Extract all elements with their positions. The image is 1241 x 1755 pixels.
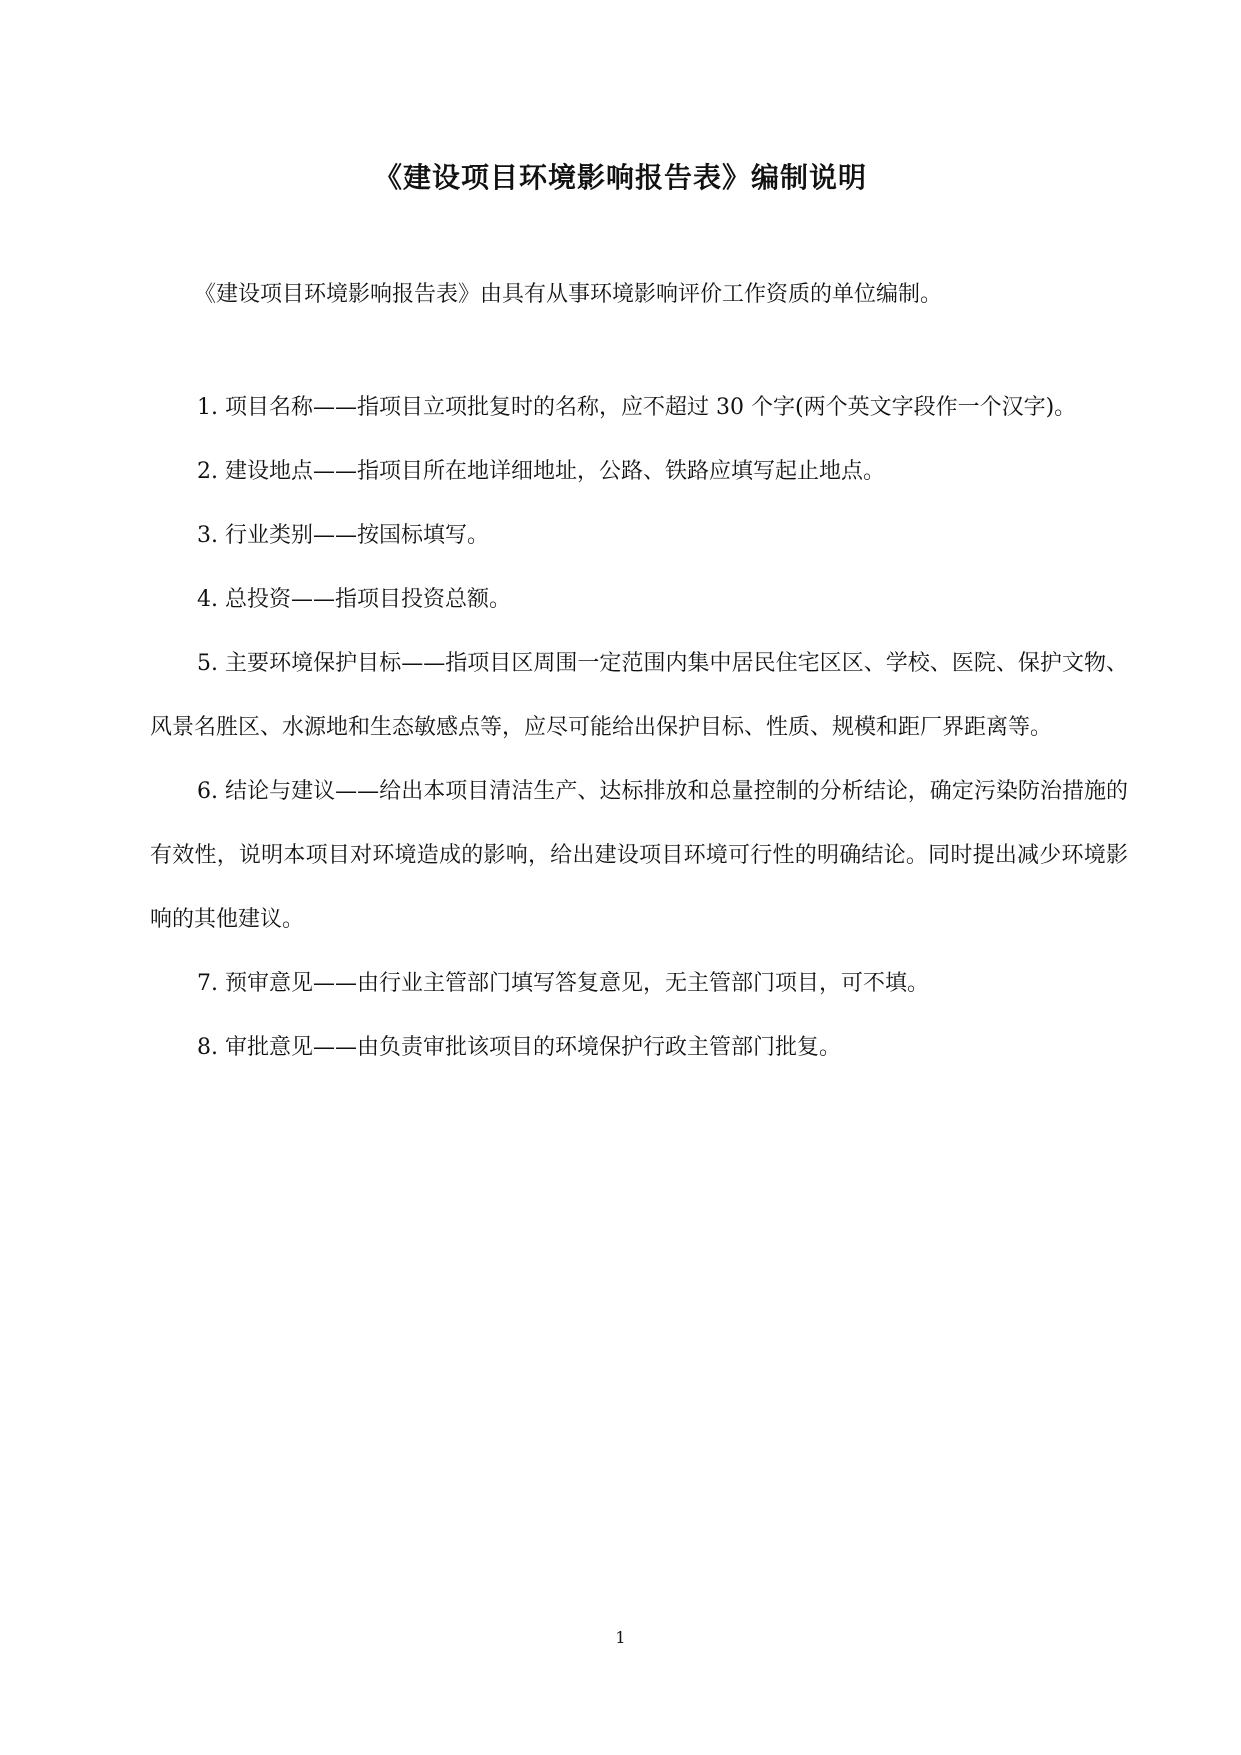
item-text: 审批意见——由负责审批该项目的环境保护行政主管部门批复。 [225,1035,842,1060]
list-item-3 [150,504,1128,568]
page-number: 1 [615,1628,626,1647]
item-text: 建设地点——指项目所在地详细地址，公路、铁路应填写起止地点。 [225,459,886,484]
item-text: 主要环境保护目标——指项目区周围一定范围内集中居民住宅区区、学校、医院、保护文物、风景名胜区、水源地和生态敏感点等，应尽可能给出保护目标、性质、规模和距厂界距离等。 [150,651,1128,740]
list-item-2 [150,440,1128,504]
list-item-4 [150,568,1128,632]
list-item-1 [150,376,1128,440]
list-item-8 [150,1016,1128,1080]
item-text: 总投资——指项目投资总额。 [225,587,512,612]
item-number: 3. [197,523,218,548]
item-text: 行业类别——按国标填写。 [225,523,490,548]
document-title: 《建设项目环境影响报告表》编制说明 [373,161,867,194]
list-item-7 [150,952,1128,1016]
item-number: 4. [197,587,218,612]
instruction-list [150,376,1128,1080]
item-text: 结论与建议——给出本项目清洁生产、达标排放和总量控制的分析结论，确定污染防治措施的有效性，说明本项目对环境造成的影响，给出建设项目环境可行性的明确结论。同时提出减少环境影响的其他建议。 [150,779,1128,932]
intro-paragraph: 《建设项目环境影响报告表》由具有从事环境影响评价工作资质的单位编制。 [194,282,943,307]
item-number: 7. [197,971,218,996]
item-number: 8. [197,1035,218,1060]
list-item-6 [150,760,1128,952]
item-text: 预审意见——由行业主管部门填写答复意见，无主管部门项目，可不填。 [225,971,930,996]
item-number: 5. [197,651,218,676]
item-number: 2. [197,459,218,484]
list-item-5 [150,632,1128,760]
item-text: 项目名称——指项目立项批复时的名称，应不超过 30 个字(两个英文字段作一个汉字)。 [225,395,1077,420]
item-number: 6. [197,779,218,804]
item-number: 1. [197,395,218,420]
